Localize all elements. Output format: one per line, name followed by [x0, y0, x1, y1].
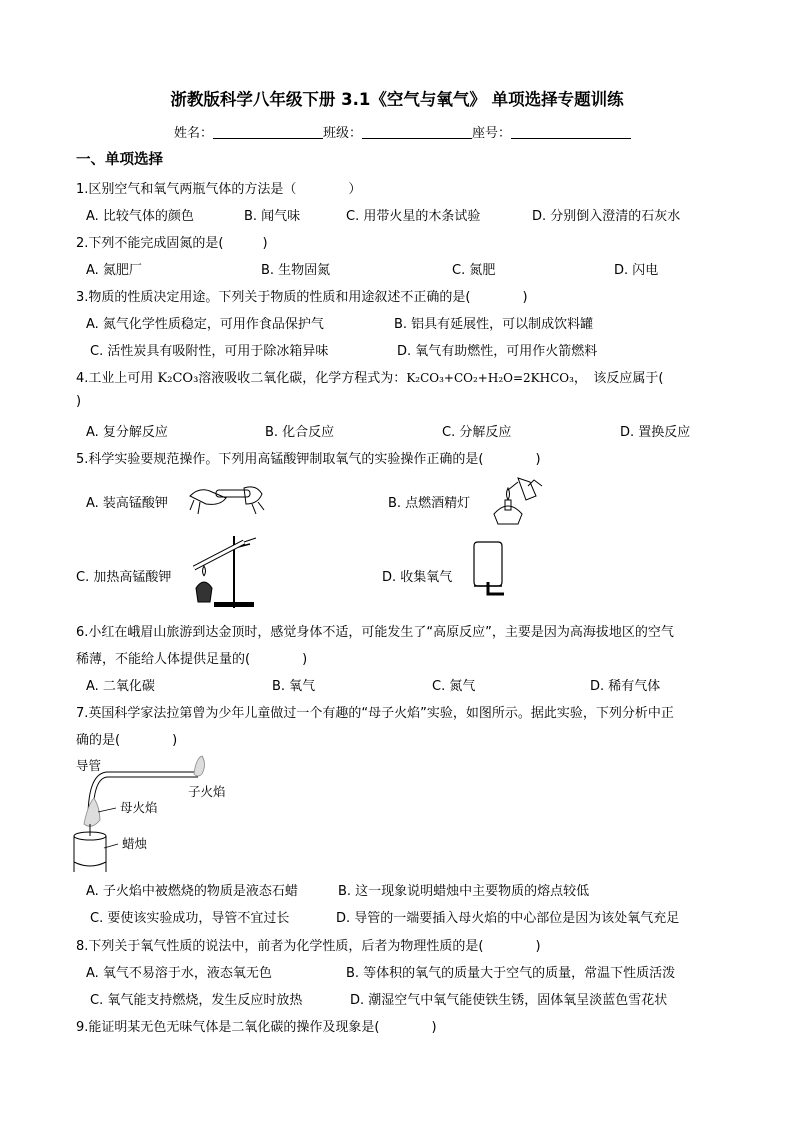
q4-equation: K₂CO₃+CO₂+H₂O=2KHCO₃	[406, 371, 574, 385]
q8-option-c[interactable]: C. 氧气能支持燃烧，发生反应时放热	[90, 993, 303, 1008]
name-blank[interactable]	[213, 125, 323, 139]
question-7-line-1: 7.英国科学家法拉第曾为少年儿童做过一个有趣的“母子火焰”实验，如图所示。据此实验，下列分析中正	[76, 706, 674, 721]
seat-label: 座号：	[472, 126, 512, 141]
name-label: 姓名：	[174, 126, 214, 141]
q6-option-d[interactable]: D. 稀有气体	[590, 679, 661, 694]
fig-label-child-flame: 子火焰	[188, 784, 226, 799]
q3-option-c[interactable]: C. 活性炭具有吸附性，可用于除冰箱异味	[90, 344, 329, 359]
question-3: 3.物质的性质决定用途。下列关于物质的性质和用途叙述不正确的是( )	[76, 290, 528, 305]
q5-figure-d-collect	[470, 538, 510, 600]
q1-option-a[interactable]: A. 比较气体的颜色	[86, 209, 194, 224]
q8-option-b[interactable]: B. 等体积的氧气的质量大于空气的质量，常温下性质活泼	[346, 966, 676, 981]
fig-label-candle: 蜡烛	[122, 836, 148, 851]
q2-option-c[interactable]: C. 氮肥	[452, 263, 496, 278]
question-2: 2.下列不能完成固氮的是( )	[76, 236, 268, 251]
q7-option-d[interactable]: D. 导管的一端要插入母火焰的中心部位是因为该处氧气充足	[336, 911, 680, 926]
q3-option-b[interactable]: B. 铝具有延展性，可以制成饮料罐	[394, 317, 594, 332]
question-8: 8.下列关于氧气性质的说法中，前者为化学性质，后者为物理性质的是( )	[76, 939, 541, 954]
q7-option-b[interactable]: B. 这一现象说明蜡烛中主要物质的熔点较低	[338, 884, 590, 899]
q5-figure-b-lamp	[488, 472, 548, 528]
q4-option-d[interactable]: D. 置换反应	[620, 425, 691, 440]
question-4	[76, 367, 664, 386]
q2-option-b[interactable]: B. 生物固氮	[261, 263, 331, 278]
q4-option-a[interactable]: A. 复分解反应	[86, 425, 168, 440]
q2-option-d[interactable]: D. 闪电	[614, 263, 659, 278]
q7-option-a[interactable]: A. 子火焰中被燃烧的物质是液态石蜡	[86, 884, 298, 899]
q8-option-d[interactable]: D. 潮湿空气中氧气能使铁生锈，固体氧呈淡蓝色雪花状	[350, 993, 668, 1008]
q4-option-b[interactable]: B. 化合反应	[265, 425, 335, 440]
q1-option-d[interactable]: D. 分别倒入澄清的石灰水	[532, 209, 681, 224]
q7-option-c[interactable]: C. 要使该实验成功，导管不宜过长	[90, 911, 290, 926]
fig-label-tube: 导管	[76, 758, 102, 773]
q3-option-d[interactable]: D. 氧气有助燃性，可用作火箭燃料	[397, 344, 598, 359]
fig-label-mother-flame: 母火焰	[120, 800, 158, 815]
question-4-cont: )	[76, 394, 82, 409]
q4-formula: K₂CO₃	[157, 371, 199, 386]
q5-option-d[interactable]: D. 收集氧气	[382, 570, 453, 585]
page-title: 浙教版科学八年级下册 3.1《空气与氧气》 单项选择专题训练	[170, 90, 624, 109]
question-7-line-2: 确的是( )	[76, 733, 178, 748]
question-6-line-2: 稀薄，不能给人体提供足量的( )	[76, 652, 308, 667]
q1-option-c[interactable]: C. 用带火星的木条试验	[346, 209, 481, 224]
q3-option-a[interactable]: A. 氮气化学性质稳定，可用作食品保护气	[86, 317, 324, 332]
q2-option-a[interactable]: A. 氮肥厂	[86, 263, 142, 278]
q5-figure-a-hands-tube	[186, 478, 266, 518]
q6-option-c[interactable]: C. 氮气	[432, 679, 476, 694]
q4-text-mid: 溶液吸收二氧化碳，化学方程式为：	[198, 371, 407, 386]
q7-figure-candle-flames	[70, 752, 260, 870]
q6-option-a[interactable]: A. 二氧化碳	[86, 679, 155, 694]
q1-option-b[interactable]: B. 闻气味	[244, 209, 301, 224]
student-info-line	[174, 122, 631, 141]
q5-option-b[interactable]: B. 点燃酒精灯	[388, 496, 471, 511]
question-9: 9.能证明某无色无味气体是二氧化碳的操作及现象是( )	[76, 1020, 437, 1035]
question-5: 5.科学实验要规范操作。下列用高锰酸钾制取氧气的实验操作正确的是( )	[76, 452, 541, 467]
class-label: 班级：	[323, 126, 363, 141]
q8-option-a[interactable]: A. 氧气不易溶于水，液态氧无色	[86, 966, 272, 981]
q4-option-c[interactable]: C. 分解反应	[442, 425, 512, 440]
q5-figure-c-heating	[184, 530, 264, 610]
question-6-line-1: 6.小红在峨眉山旅游到达金顶时，感觉身体不适，可能发生了“高原反应”，主要是因为高海拔地区的空气	[76, 625, 674, 640]
class-blank[interactable]	[362, 125, 472, 139]
q5-option-c[interactable]: C. 加热高锰酸钾	[76, 570, 172, 585]
question-1: 1.区别空气和氧气两瓶气体的方法是（ ）	[76, 182, 362, 197]
q4-text-pre: 4.工业上可用	[76, 371, 158, 386]
q6-option-b[interactable]: B. 氧气	[272, 679, 316, 694]
section-heading: 一、单项选择	[76, 152, 163, 168]
q4-text-post: ， 该反应属于(	[573, 371, 664, 386]
q5-option-a[interactable]: A. 装高锰酸钾	[86, 496, 168, 511]
seat-blank[interactable]	[511, 125, 631, 139]
